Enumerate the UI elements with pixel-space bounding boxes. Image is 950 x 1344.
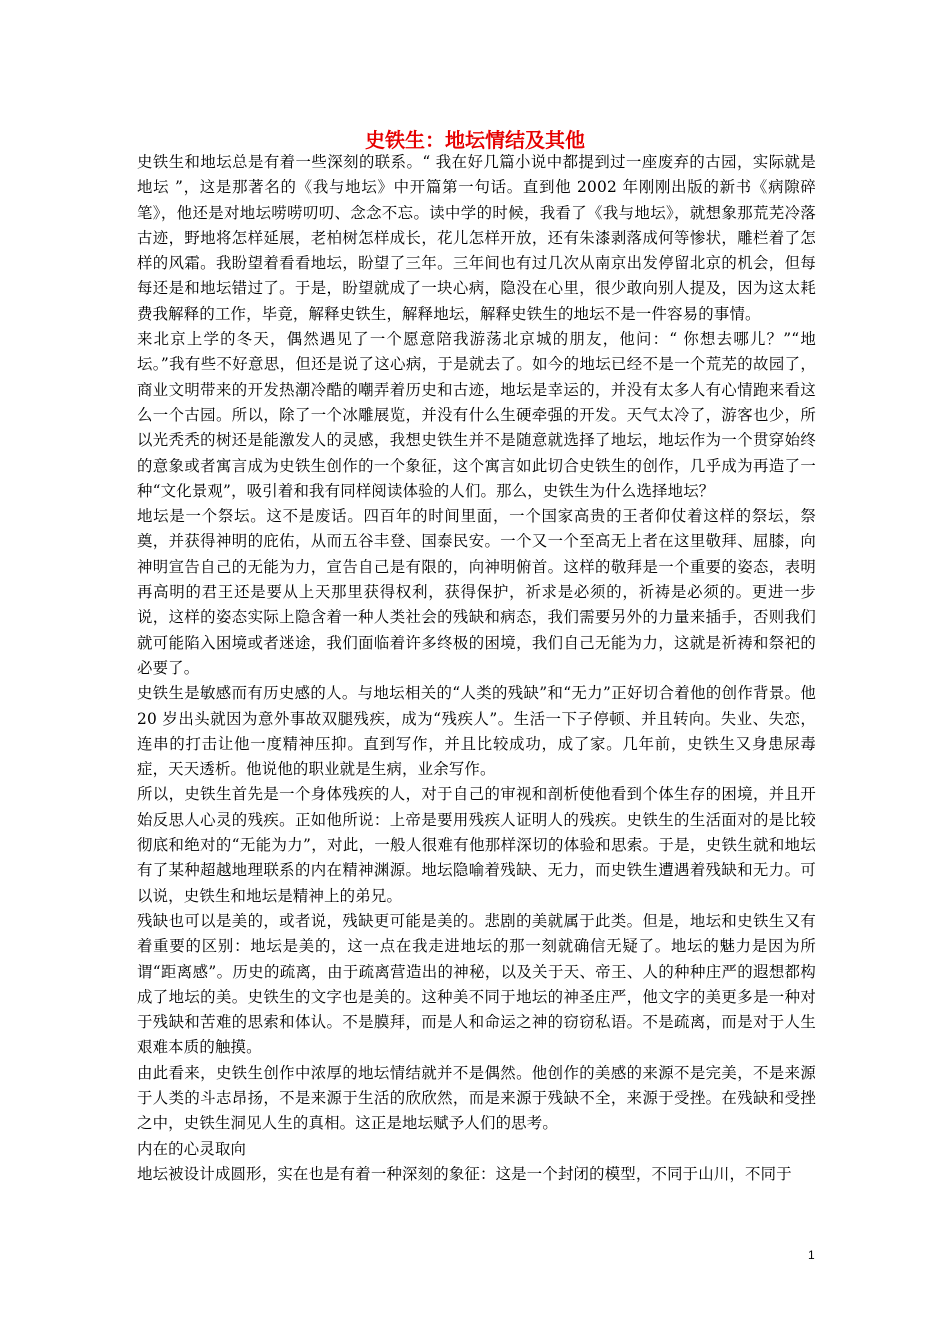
paragraph-4: 史铁生是敏感而有历史感的人。与地坛相关的“人类的残缺”和“无力”正好切合着他的创作背景。他 20 岁出头就因为意外事故双腿残疾，成为“残疾人”。生活一下子停顿、并且转向。失业、失恋，连串的打击让他一度精神压抑。直到写作，并且比较成功，成了家。几年前，史铁生又身患尿毒症，天天透析。他说他的职业就是生病，业余写作。: [137, 684, 816, 779]
page-number: 1: [808, 1248, 815, 1262]
paragraph-1: 史铁生和地坛总是有着一些深刻的联系。“ 我在好几篇小说中都提到过一座废弃的古园，实际就是地坛 ”，这是那著名的《我与地坛》中开篇第一句话。直到他 2002 年刚刚出版的新书《病隙碎笔》，他还是对地坛唠唠叨叨、念念不忘。读中学的时候，我看了《我与地坛》，就想象那荒芜冷落古迹，野地将怎样延展，老柏树怎样成长，花儿怎样开放，还有朱漆剥落成何等惨状，雕栏着了怎样的风霜。我盼望着看看地坛，盼望了三年。三年间也有过几次从南京出发停留北京的机会，但每每还是和地坛错过了。于是，盼望就成了一块心病，隐没在心里，很少敢向别人提及，因为这太耗费我解释的工作，毕竟，解释史铁生，解释地坛，解释史铁生的地坛不是一件容易的事情。: [137, 153, 816, 323]
paragraph-5: 所以，史铁生首先是一个身体残疾的人，对于自己的审视和剖析使他看到个体生存的困境，并且开始反思人心灵的残疾。正如他所说：上帝是要用残疾人证明人的残疾。史铁生的生活面对的是比较彻底和绝对的“无能为力”，对此，一般人很难有他那样深切的体验和思索。于是，史铁生就和地坛有了某种超越地理联系的内在精神渊源。地坛隐喻着残缺、无力，而史铁生遭遇着残缺和无力。可以说，史铁生和地坛是精神上的弟兄。: [137, 785, 816, 905]
paragraph-7: 由此看来，史铁生创作中浓厚的地坛情结就并不是偶然。他创作的美感的来源不是完美，不是来源于人类的斗志昂扬，不是来源于生活的欣欣然，而是来源于残缺不全，来源于受挫。在残缺和受挫之中，史铁生洞见人生的真相。这正是地坛赋予人们的思考。: [137, 1063, 816, 1133]
article-body: [137, 150, 816, 1187]
paragraph-3: 地坛是一个祭坛。这不是废话。四百年的时间里面，一个国家高贵的王者仰仗着这样的祭坛，祭奠，并获得神明的庇佑，从而五谷丰登、国泰民安。一个又一个至高无上者在这里敬拜、屈膝，向神明宣告自己的无能为力，宣告自己是有限的，向神明俯首。这样的敬拜是一个重要的姿态，表明再高明的君王还是要从上天那里获得权利，获得保护，祈求是必须的，祈祷是必须的。更进一步说，这样的姿态实际上隐含着一种人类社会的残缺和病态，我们需要另外的力量来插手，否则我们就可能陷入困境或者迷途，我们面临着许多终极的困境，我们自己无能为力，这就是祈祷和祭祀的必要了。: [137, 507, 816, 677]
paragraph-8: 地坛被设计成圆形，实在也是有着一种深刻的象征：这是一个封闭的模型，不同于山川，不同于: [137, 1164, 792, 1183]
section-heading: 内在的心灵取向: [137, 1139, 247, 1158]
article-title: 史铁生：地坛情结及其他: [365, 128, 585, 152]
paragraph-6: 残缺也可以是美的，或者说，残缺更可能是美的。悲剧的美就属于此类。但是，地坛和史铁生又有着重要的区别：地坛是美的，这一点在我走进地坛的那一刻就确信无疑了。地坛的魅力是因为所谓“距离感”。历史的疏离，由于疏离营造出的神秘，以及关于天、帝王、人的种种庄严的遐想都构成了地坛的美。史铁生的文字也是美的。这种美不同于地坛的神圣庄严，他文字的美更多是一种对于残缺和苦难的思索和体认。不是膜拜，而是人和命运之神的窃窃私语。不是疏离，而是对于人生艰难本质的触摸。: [137, 911, 816, 1057]
paragraph-2: 来北京上学的冬天，偶然遇见了一个愿意陪我游荡北京城的朋友，他问：“ 你想去哪儿？”“地坛。”我有些不好意思，但还是说了这心病，于是就去了。如今的地坛已经不是一个荒芜的故园了，商业文明带来的开发热潮冷酷的嘲弄着历史和古迹，地坛是幸运的，并没有太多人有心情跑来看这么一个古园。所以，除了一个冰雕展览，并没有什么生硬牵强的开发。天气太冷了，游客也少，所以光秃秃的树还是能激发人的灵感，我想史铁生并不是随意就选择了地坛，地坛作为一个贯穿始终的意象或者寓言成为史铁生创作的一个象征，这个寓言如此切合史铁生的创作，几乎成为再造了一种“文化景观”，吸引着和我有同样阅读体验的人们。那么，史铁生为什么选择地坛？: [137, 330, 816, 500]
